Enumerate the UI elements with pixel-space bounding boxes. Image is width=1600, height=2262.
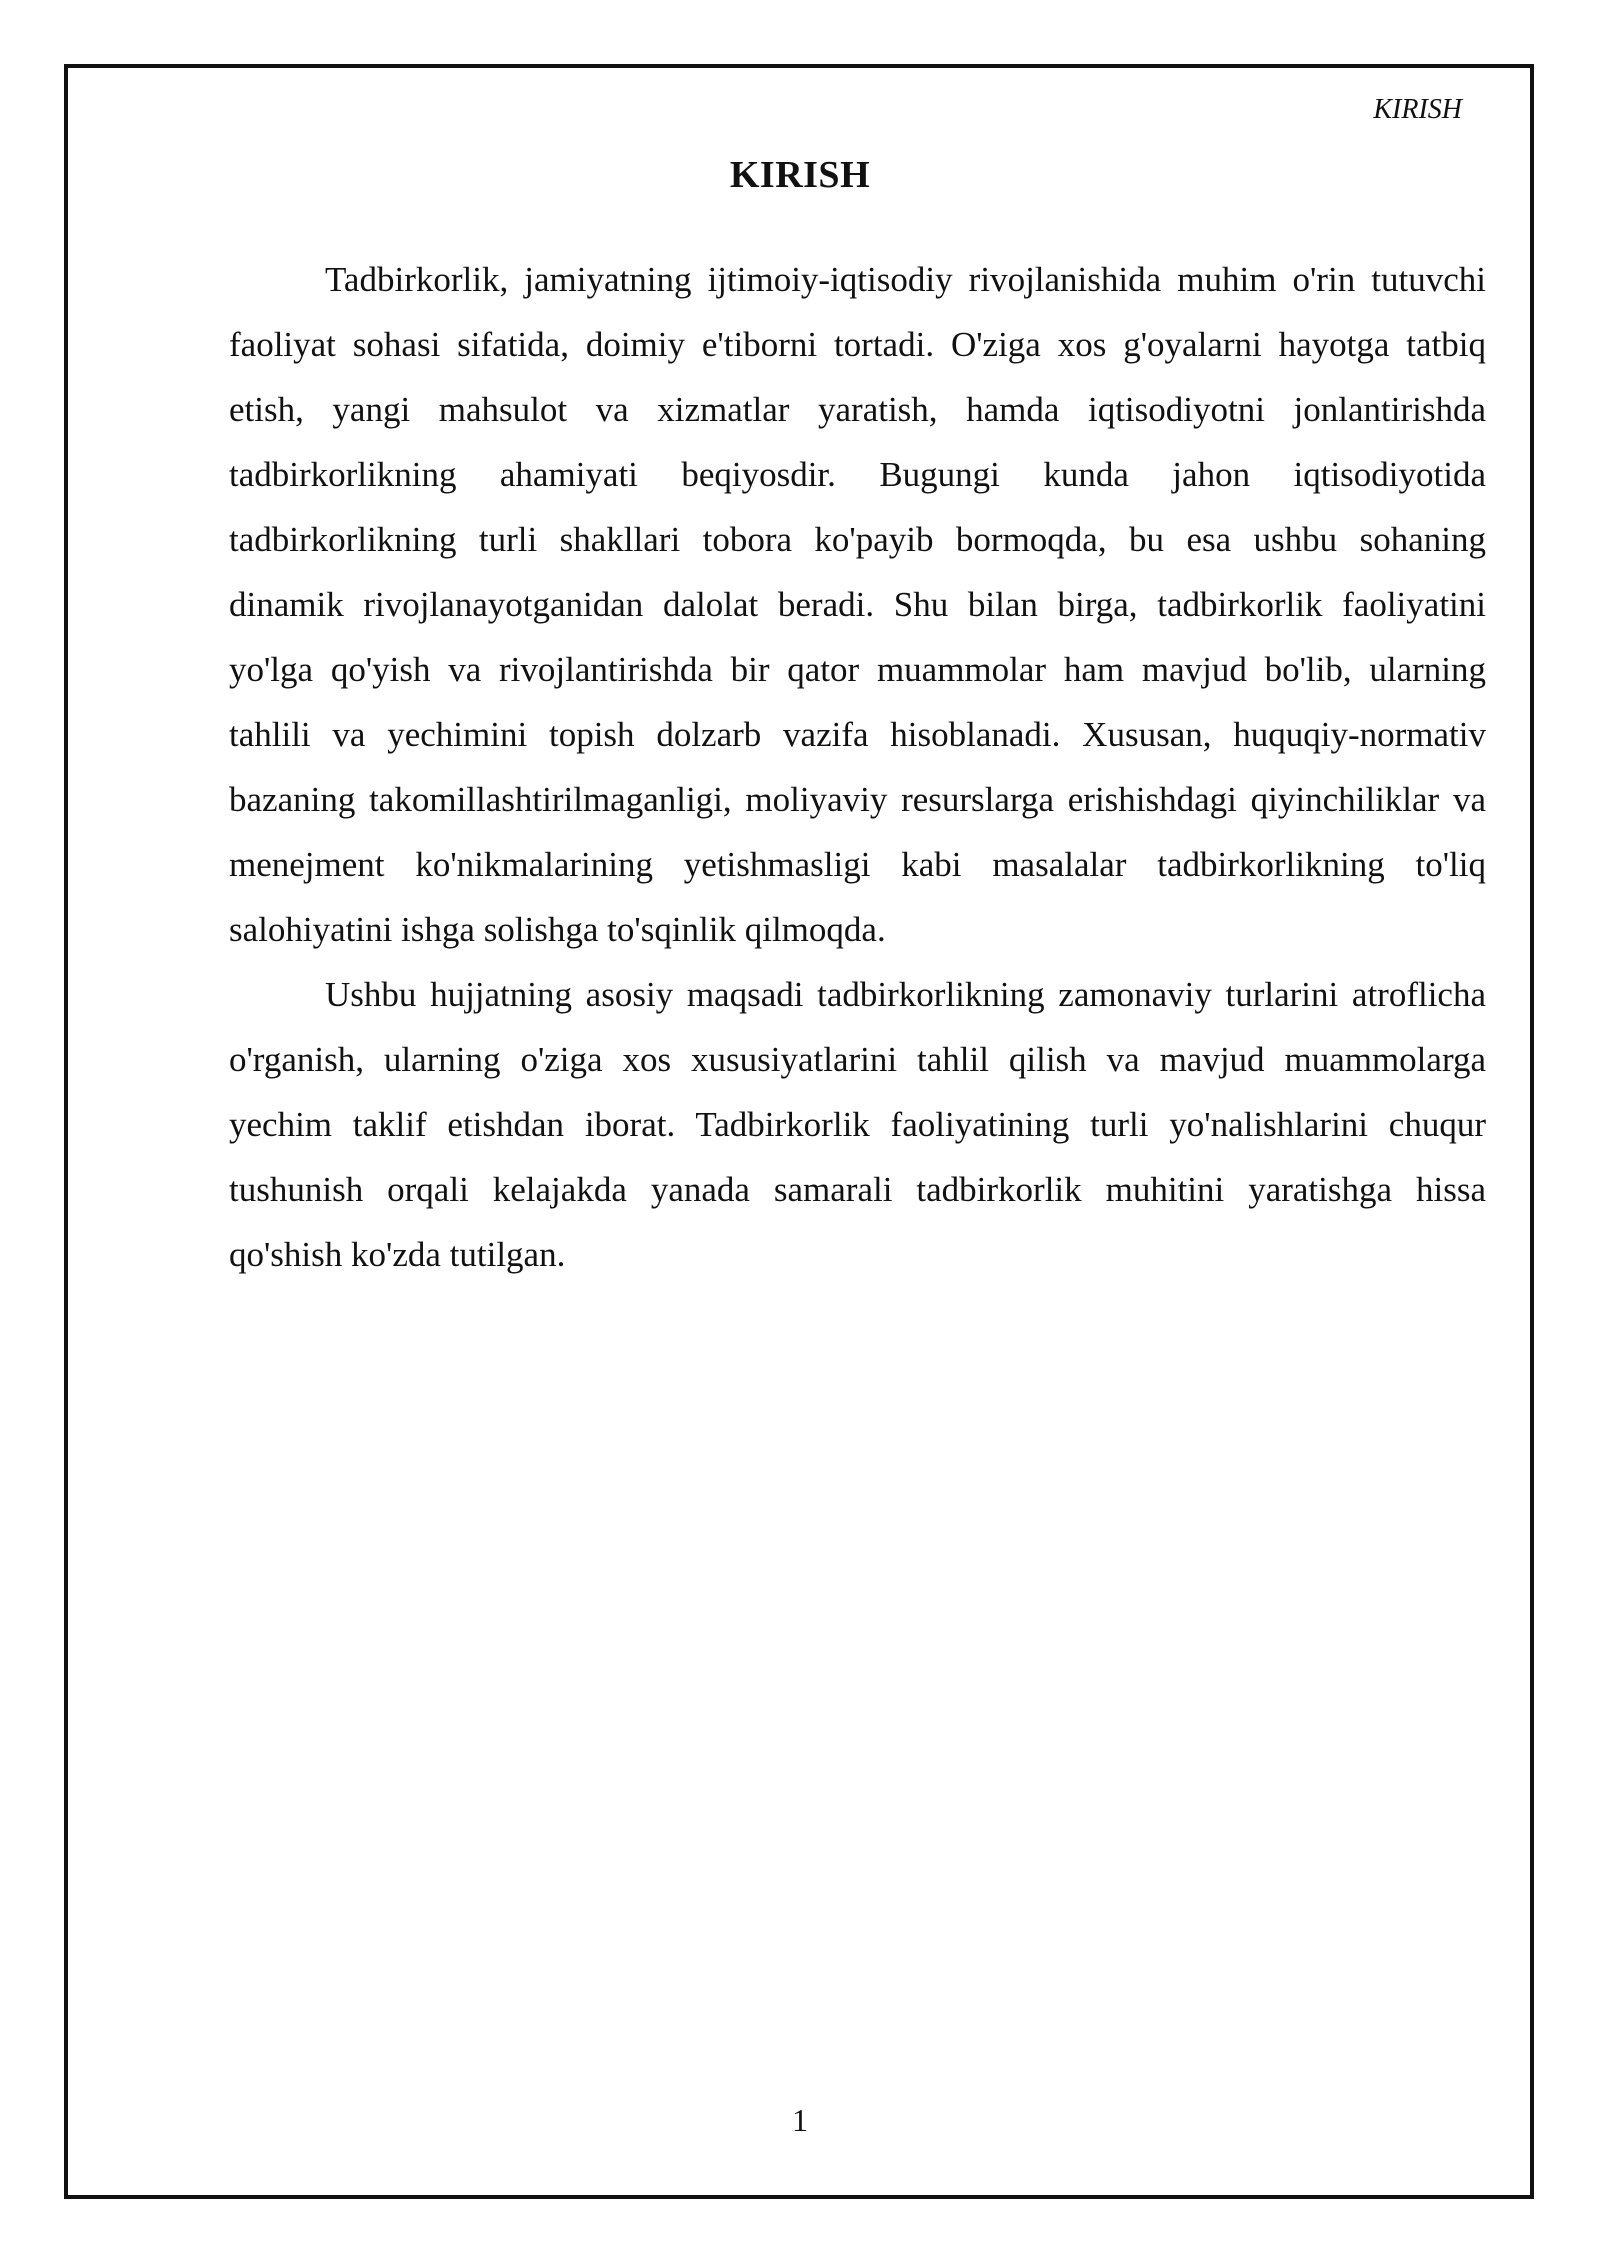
document-body bbox=[229, 247, 1486, 1287]
page-number: 1 bbox=[792, 2102, 808, 2138]
paragraph-1: Tadbirkorlik, jamiyatning ijtimoiy-iqtisodiy rivojlanishida muhim o'rin tutuvchi faoliyat sohasi sifatida, doimiy e'tiborni tortadi. O'ziga xos g'oyalarni hayotga tatbiq etish, yangi mahsulot va xizmatlar yaratish, hamda iqtisodiyotni jonlantirishda tadbirkorlikning ahamiyati beqiyosdir. Bugungi kunda jahon iqtisodiyotida tadbirkorlikning turli shakllari tobora ko'payib bormoqda, bu esa ushbu sohaning dinamik rivojlanayotganidan dalolat beradi. Shu bilan birga, tadbirkorlik faoliyatini yo'lga qo'yish va rivojlantirishda bir qator muammolar ham mavjud bo'lib, ularning tahlili va yechimini topish dolzarb vazifa hisoblanadi. Xususan, huquqiy-normativ bazaning takomillashtirilmaganligi, moliyaviy resurslarga erishishdagi qiyinchiliklar va menejment ko'nikmalarining yetishmasligi kabi masalalar tadbirkorlikning to'liq salohiyatini ishga solishga to'sqinlik qilmoqda. bbox=[229, 260, 1486, 949]
paragraph-2: Ushbu hujjatning asosiy maqsadi tadbirkorlikning zamonaviy turlarini atroflicha o'rganish, ularning o'ziga xos xususiyatlarini tahlil qilish va mavjud muammolarga yechim taklif etishdan iborat. Tadbirkorlik faoliyatining turli yo'nalishlarini chuqur tushunish orqali kelajakda yanada samarali tadbirkorlik muhitini yaratishga hissa qo'shish ko'zda tutilgan. bbox=[229, 975, 1486, 1274]
running-header: KIRISH bbox=[1373, 94, 1462, 125]
page-title: KIRISH bbox=[729, 154, 871, 196]
